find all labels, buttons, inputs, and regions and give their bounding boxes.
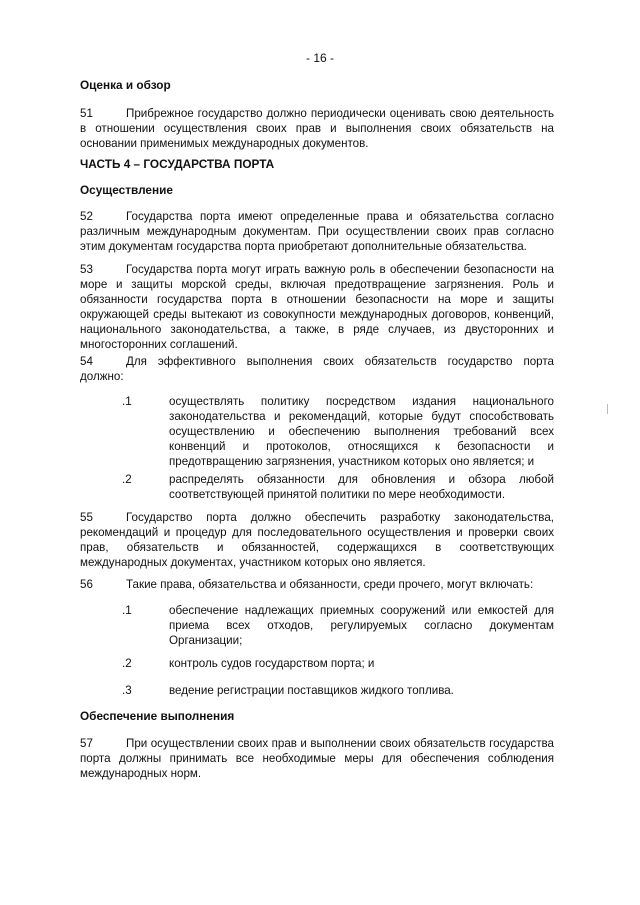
paragraph-55 xyxy=(80,510,554,570)
list-item-number: .2 xyxy=(122,473,132,486)
paragraph-57 xyxy=(80,736,554,781)
list-item-number: .3 xyxy=(122,684,132,697)
paragraph-text: Для эффективного выполнения своих обязательств государство порта должно: xyxy=(80,355,554,383)
paragraph-54 xyxy=(80,354,554,384)
margin-mark xyxy=(607,404,608,414)
list-item-text: обеспечение надлежащих приемных сооружений или емкостей для приема всех отходов, регулируемых согласно документам Организации; xyxy=(169,604,554,647)
list-item-text: распределять обязанности для обновления и обзора любой соответствующей принятой политики по мере необходимости. xyxy=(169,473,554,501)
paragraph-text: Государство порта должно обеспечить разработку законодательства, рекомендаций и процедур для последовательного осуществления и проверки своих прав, обязательств и обязанностей, содержащихся в соответствующих международных документах, участником которых оно является. xyxy=(80,511,554,569)
paragraph-text: При осуществлении своих прав и выполнении своих обязательств государства порта должны принимать все необходимые меры для обеспечения соблюдения международных норм. xyxy=(80,737,554,780)
heading-review: Оценка и обзор xyxy=(80,78,171,92)
paragraph-number: 51 xyxy=(80,107,93,120)
list-item-number: .1 xyxy=(122,395,132,408)
list-item-text: осуществлять политику посредством издания национального законодательства и рекомендаций, которые будут способствовать осуществлению и обеспечению выполнения требований всех конвенций и протоколов, относящихся к безопасности и предотвращению загрязнения, участником которых оно является; и xyxy=(169,395,554,468)
heading-implementation: Осуществление xyxy=(80,183,173,197)
paragraph-number: 57 xyxy=(80,737,93,750)
heading-part4: ЧАСТЬ 4 – ГОСУДАРСТВА ПОРТА xyxy=(80,157,275,171)
heading-enforcement: Обеспечение выполнения xyxy=(80,709,235,723)
paragraph-text: Прибрежное государство должно периодически оценивать свою деятельность в отношении осуществления своих прав и выполнения своих обязательств на основании применимых международных документов. xyxy=(80,107,554,150)
paragraph-number: 53 xyxy=(80,263,93,276)
paragraph-56 xyxy=(80,577,554,592)
paragraph-52 xyxy=(80,209,554,254)
paragraph-number: 52 xyxy=(80,210,93,223)
list-item-number: .1 xyxy=(122,604,132,617)
list-item-text: ведение регистрации поставщиков жидкого топлива. xyxy=(169,684,454,697)
paragraph-number: 54 xyxy=(80,355,93,368)
paragraph-51 xyxy=(80,106,554,151)
paragraph-text: Государства порта могут играть важную роль в обеспечении безопасности на море и защиты морской среды, включая предотвращение загрязнения. Роль и обязанности государства порта в отношении безопасности на море и защиты окружающей среды вытекают из совокупности международных договоров, конвенций, национального законодательства, а также, в ряде случаев, из двусторонних и многосторонних соглашений. xyxy=(80,263,554,351)
list-item-text: контроль судов государством порта; и xyxy=(169,657,375,670)
paragraph-number: 55 xyxy=(80,511,93,524)
paragraph-text: Государства порта имеют определенные права и обязательства согласно различным международным документам. При осуществлении своих прав согласно этим документам государства порта приобретают дополнительные обязательства. xyxy=(80,210,554,253)
paragraph-text: Такие права, обязательства и обязанности, среди прочего, могут включать: xyxy=(126,578,534,591)
paragraph-number: 56 xyxy=(80,578,93,591)
page-number: - 16 - xyxy=(305,51,334,65)
paragraph-53 xyxy=(80,262,554,352)
list-item-number: .2 xyxy=(122,657,132,670)
